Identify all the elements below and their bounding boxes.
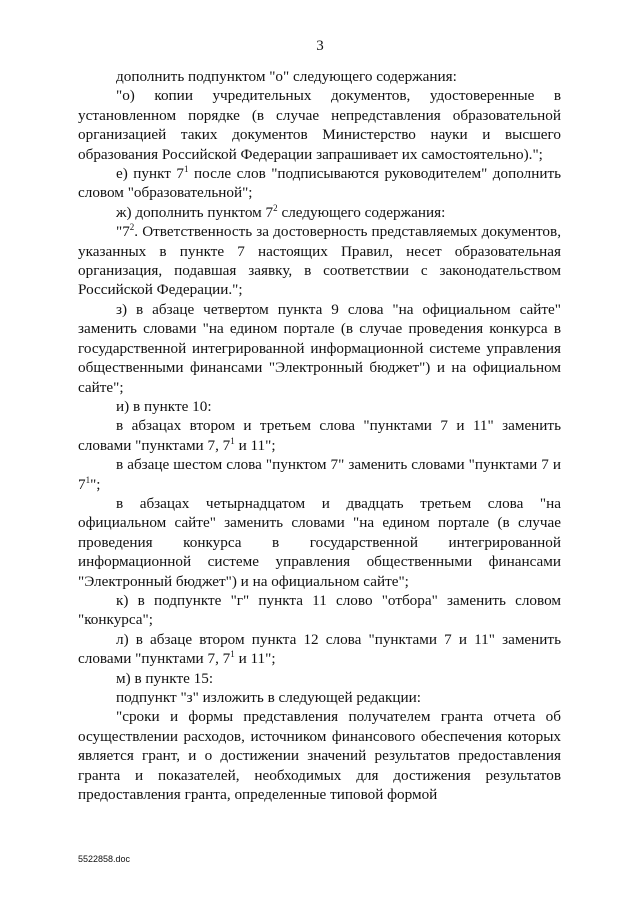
superscript: 2: [273, 202, 278, 213]
paragraph-text: ж) дополнить пунктом 7: [116, 203, 274, 221]
paragraph-text: после слов "подписываются руководителем" дополнить словом "образовательной";: [78, 165, 562, 202]
paragraph-text: м) в пункте 15:: [116, 669, 214, 687]
paragraph-text: "сроки и формы представления получателем гранта отчета об осуществлении расходов, источником финансового обеспечения которых является грант, и о достижении значений результатов предоставления гранта и показателей, необходимых для достижения результатов предоставления гранта, определенные типовой формой: [78, 708, 561, 804]
paragraph: [78, 86, 561, 164]
paragraph: [78, 669, 561, 688]
paragraph: [78, 203, 561, 222]
paragraph-text: л) в абзаце втором пункта 12 слова "пунктами 7 и 11" заменить словами "пунктами 7, 7: [78, 630, 561, 668]
paragraph-text: з) в абзаце четвертом пункта 9 слова "на официальном сайте" заменить словами "на едином портале (в случае проведения конкурса в государственной интегрированной информационной системе управления общественными финансами "Электронный бюджет") и на официальном сайте";: [78, 300, 561, 396]
paragraph-text: к) в подпункте "г" пункта 11 слово "отбора" заменить словом "конкурса";: [78, 591, 561, 629]
paragraph-text: . Ответственность за достоверность представляемых документов, указанных в пункте 7 настоящих Правил, несет образовательная организация, подавшая заявку, в соответствии с законодательством Российской Федерации.";: [78, 223, 561, 299]
document-body: [78, 67, 561, 804]
paragraph-text: и 11";: [234, 436, 276, 454]
superscript: 1: [230, 435, 235, 446]
paragraph-text: в абзацах четырнадцатом и двадцать третьем слова "на официальном сайте" заменить словами "на едином портале (в случае проведения конкурса в государственной интегрированной информационной системе управления общественными финансами "Электронный бюджет") и на официальном сайте";: [78, 494, 561, 590]
paragraph-text: в абзаце шестом слова "пунктом 7" заменить словами "пунктами 7 и 7: [78, 456, 561, 493]
paragraph: [78, 707, 561, 804]
paragraph-text: "о) копии учредительных документов, удостоверенные в установленном порядке (в случае непредставления образовательной организацией таких документов Министерство науки и высшего образования Российской Федерации запрашивает их самостоятельно).";: [78, 87, 561, 163]
paragraph: [78, 222, 561, 300]
paragraph-text: следующего содержания:: [277, 203, 446, 221]
paragraph-text: ";: [90, 475, 101, 493]
page-number: 3: [316, 38, 324, 54]
paragraph: [78, 67, 561, 86]
paragraph-text: подпункт "з" изложить в следующей редакции:: [116, 689, 422, 706]
paragraph: [78, 416, 561, 455]
paragraph-text: и 11";: [234, 650, 276, 668]
paragraph: [78, 300, 561, 397]
paragraph-text: е) пункт 7: [116, 165, 185, 183]
paragraph-text: в абзацах втором и третьем слова "пунктами 7 и 11" заменить словами "пунктами 7, 7: [78, 417, 561, 454]
paragraph: [78, 630, 561, 669]
file-name-footer: 5522858.doc: [78, 854, 131, 864]
paragraph: [78, 164, 561, 203]
superscript: 1: [184, 164, 189, 175]
paragraph-text: и) в пункте 10:: [116, 397, 212, 415]
paragraph: [78, 591, 561, 630]
paragraph: [78, 688, 561, 707]
superscript: 2: [129, 222, 135, 233]
superscript: 1: [230, 649, 235, 660]
paragraph: [78, 455, 561, 494]
paragraph: [78, 494, 561, 591]
paragraph-text: дополнить подпунктом "о" следующего содержания:: [116, 68, 457, 85]
superscript: 1: [85, 474, 91, 485]
paragraph-text: "7: [116, 223, 130, 241]
paragraph: [78, 397, 561, 416]
